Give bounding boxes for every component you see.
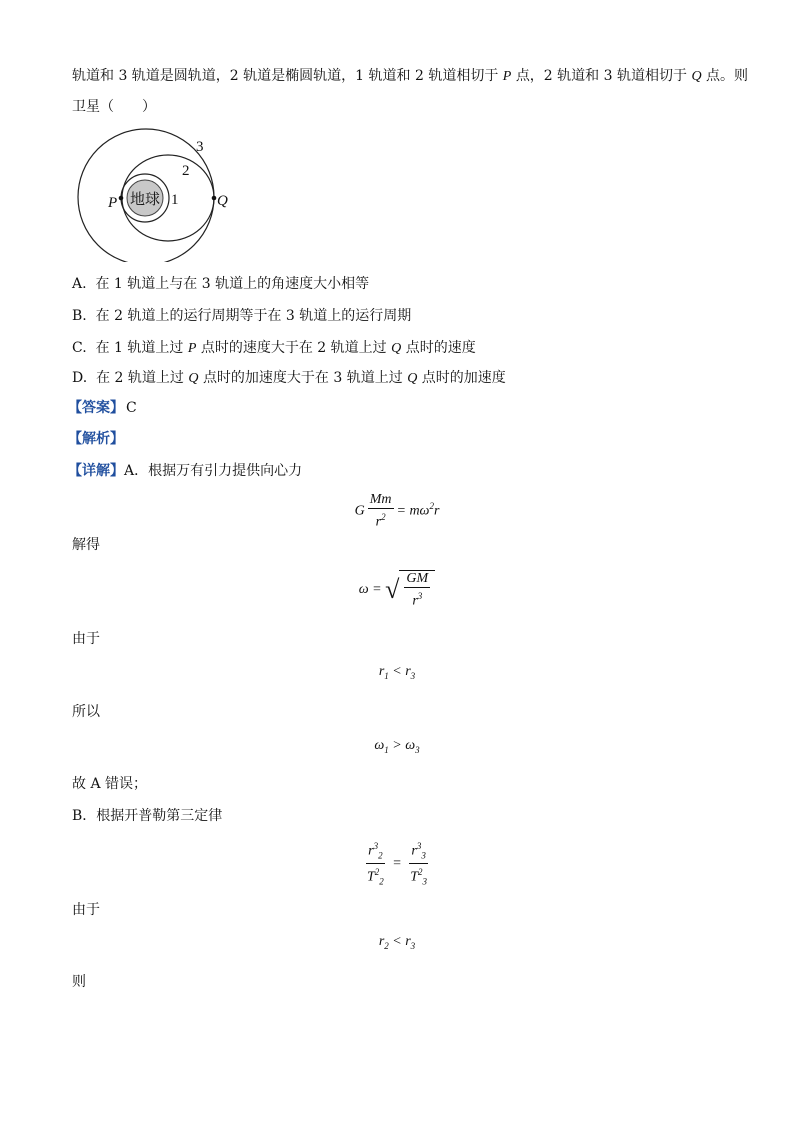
detail-solve: 解得	[72, 537, 100, 553]
formula-omega: ω = √ $\frac{GM}{r^3}$	[0, 570, 794, 610]
orbit-3-label: 3	[196, 139, 204, 155]
formula-w1-gt-w3: $\omega_1 > \omega_3$	[374, 738, 420, 755]
detail-since2: 由于	[72, 902, 100, 918]
formula-r1-lt-r3: $r_1 < r_3$	[378, 664, 416, 681]
formula-gravity: G $\frac{Mm}{r^2}$ = $m\omega^2r$	[354, 492, 440, 530]
option-c: C. 在 1 轨道上过 P 点时的速度大于在 2 轨道上过 Q 点时的速度	[72, 340, 476, 356]
answer-line: 【答案】 C	[68, 400, 137, 416]
point-q-dot	[212, 196, 217, 201]
detail-a-intro: 【详解】A．根据万有引力提供向心力	[68, 463, 303, 479]
orbit-diagram	[70, 124, 240, 262]
point-p-dot	[119, 196, 124, 201]
earth-label: 地球	[129, 192, 161, 208]
detail-so: 所以	[72, 704, 100, 720]
formula-r2-lt-r3: $r_2 < r_3$	[378, 934, 416, 951]
detail-conclusion-a: 故 A 错误；	[72, 776, 148, 792]
orbit-1-label: 1	[171, 192, 179, 208]
question-stem-line1: 轨道和 3 轨道是圆轨道，2 轨道是椭圆轨道，1 轨道和 2 轨道相切于 P 点，2 轨道和 3 轨道相切于 Q 点。则	[72, 68, 749, 84]
var-p: P	[502, 69, 512, 84]
option-a: A. 在 1 轨道上与在 3 轨道上的角速度大小相等	[72, 276, 370, 292]
formula-kepler: $\frac{r^3_2}{T^2_2}$ = $\frac{r^3_3}{T^2_3}$	[0, 838, 794, 890]
option-b: B. 在 2 轨道上的运行周期等于在 3 轨道上的运行周期	[72, 308, 412, 324]
option-d: D. 在 2 轨道上过 Q 点时的加速度大于在 3 轨道上过 Q 点时的加速度	[72, 370, 506, 386]
detail-since1: 由于	[72, 631, 100, 647]
point-p-label: P	[108, 195, 118, 211]
var-q: Q	[691, 69, 702, 84]
detail-then: 则	[72, 974, 86, 990]
analysis-line: 【解析】	[68, 431, 124, 447]
detail-b-intro: B．根据开普勒第三定律	[72, 808, 223, 824]
orbit-2-label: 2	[182, 163, 190, 179]
question-stem-line2: 卫星（ ）	[72, 99, 156, 115]
point-q-label: Q	[217, 193, 228, 209]
answer-value: C	[126, 400, 137, 416]
